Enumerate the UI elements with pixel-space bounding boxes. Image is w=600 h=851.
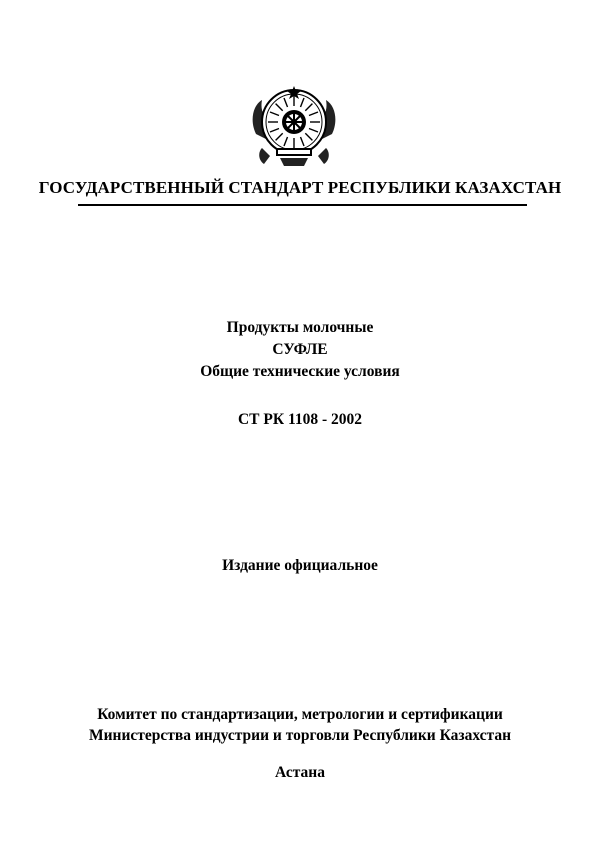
publication-city: Астана xyxy=(275,764,325,781)
publisher-line-2: Министерства индустрии и торговли Республики Казахстан xyxy=(88,727,512,744)
standard-header-title: ГОСУДАРСТВЕННЫЙ СТАНДАРТ РЕСПУБЛИКИ КАЗАХСТАН xyxy=(38,178,562,197)
standard-designation: СТ РК 1108 - 2002 xyxy=(237,411,363,428)
document-subtitle: Общие технические условия xyxy=(200,363,400,380)
document-category: Продукты молочные xyxy=(226,319,374,336)
document-product: СУФЛЕ xyxy=(272,341,328,358)
state-emblem-icon xyxy=(246,82,342,170)
header-divider xyxy=(78,204,527,206)
publisher-line-1: Комитет по стандартизации, метрологии и сертификации xyxy=(97,706,503,723)
document-title-block xyxy=(0,317,600,383)
publisher-block xyxy=(0,704,600,746)
edition-label: Издание официальное xyxy=(222,557,378,574)
